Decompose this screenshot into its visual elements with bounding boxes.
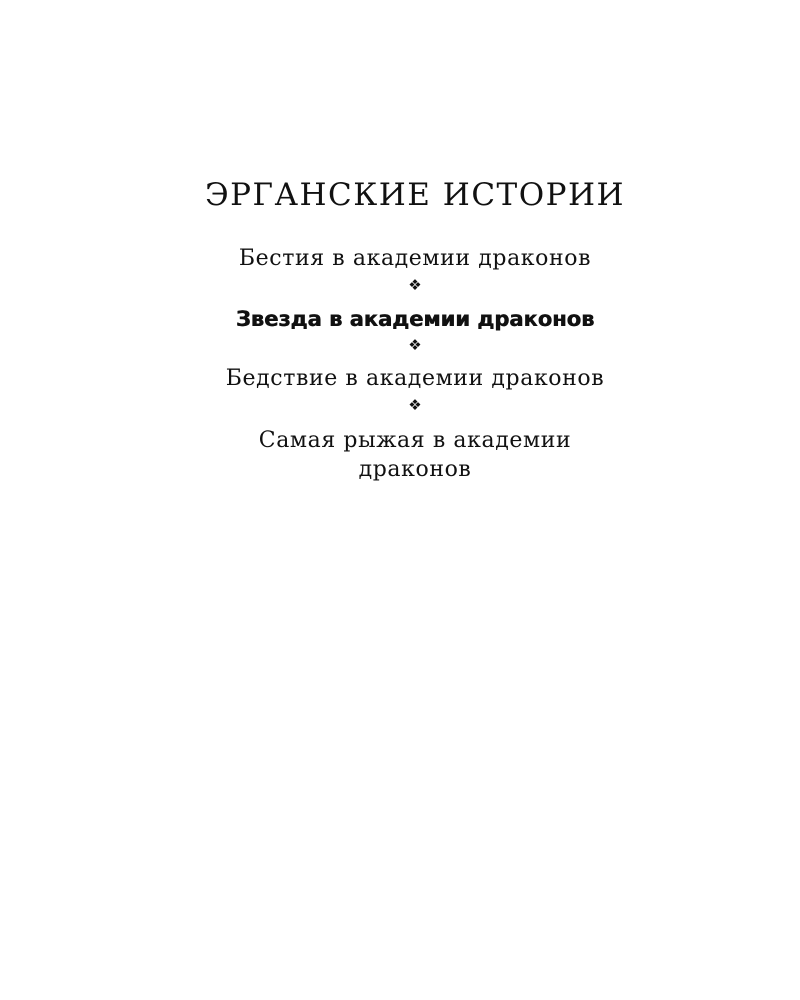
- diamond-ornament-icon: ❖: [408, 396, 422, 414]
- book-title-4: Самая рыжая в академии драконов: [258, 428, 572, 482]
- diamond-ornament-icon: ❖: [408, 336, 422, 354]
- book-title-3: Бедствие в академии драконов: [225, 366, 605, 391]
- book-title-1: Бестия в академии драконов: [238, 246, 592, 271]
- book-list: [0, 246, 800, 484]
- series-block: [0, 176, 800, 484]
- diamond-ornament-icon: ❖: [408, 276, 422, 294]
- book-title-current: Звезда в академии драконов: [235, 307, 595, 331]
- series-title: ЭРГАНСКИЕ ИСТОРИИ: [204, 177, 626, 213]
